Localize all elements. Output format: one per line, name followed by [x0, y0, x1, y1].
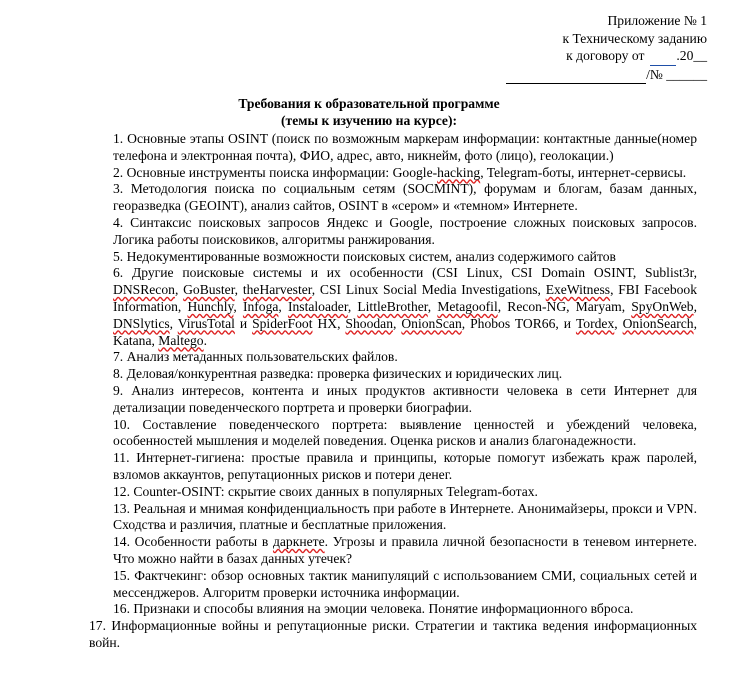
topic-text: 16. Признаки и способы влияния на эмоции человека. Понятие информационного вброса.: [113, 601, 634, 617]
spellcheck-word: hacking: [437, 164, 481, 180]
contract-date-suffix: .20__: [676, 48, 707, 64]
spellcheck-word: DNSRecon: [113, 282, 175, 298]
topic-text: 15. Фактчекинг: обзор основных тактик манипуляций с использованием СМИ, социальных сетей и мессенджеров. Алгоритм проверки источника информации.: [113, 567, 697, 600]
topic-text: 2. Основные инструменты поиска информации: Google-: [113, 164, 438, 180]
topic-text: 5. Недокументированные возможности поисковых систем, анализ содержимого сайтов: [113, 248, 616, 264]
spellcheck-word: Maltego: [158, 332, 204, 348]
spellcheck-word: Instaloader: [287, 298, 348, 314]
spellcheck-word: LittleBrother: [357, 298, 428, 314]
spellcheck-word: Infoga: [242, 298, 279, 314]
spellcheck-word: DNSlytics: [113, 315, 170, 331]
topic-item: [113, 484, 697, 501]
topic-item: [113, 601, 697, 618]
topic-item: [113, 215, 697, 249]
spellcheck-word: даркнете: [272, 534, 325, 550]
topic-item: [113, 349, 697, 366]
topic-text: 6. Другие поисковые системы и их особенности (CSI Linux, CSI Domain OSINT, Sublist3r,: [113, 265, 697, 281]
topic-item: [113, 165, 697, 182]
contract-number-line: [506, 66, 707, 85]
spellcheck-word: Metagoofil: [437, 298, 498, 314]
contract-number: /№ ______: [646, 66, 707, 82]
topic-text: и: [234, 315, 253, 331]
topic-text: , CSI Linux Social Media Investigations,: [311, 282, 546, 298]
topic-item: [113, 417, 697, 451]
contract-date-line: [506, 47, 707, 66]
spellcheck-word: OnionScan: [401, 315, 462, 331]
topic-text: ,: [278, 298, 288, 314]
spellcheck-word: Shoodan: [345, 315, 393, 331]
date-day-blank: [650, 47, 676, 66]
spellcheck-word: Hunchly: [187, 298, 234, 314]
spellcheck-word: VirusTotal: [177, 315, 235, 331]
topic-text: , Phobos TOR66, и: [461, 315, 576, 331]
topic-text: , FBI Facebook Information,: [113, 282, 698, 314]
spellcheck-word: SpyOnWeb: [631, 298, 694, 314]
topic-item: [89, 618, 697, 652]
topic-text: 8. Деловая/конкурентная разведка: проверка физических и юридических лиц.: [113, 366, 563, 382]
topic-text: 9. Анализ интересов, контента и иных продуктов активности человека в сети Интернет для детализации поведенческого портрета и проверки биографии.: [113, 382, 697, 415]
topic-text: 1. Основные этапы OSINT (поиск по возможным маркерам информации: контактные данные: [113, 131, 658, 146]
title-line-2: (темы к изучению на курсе):: [280, 112, 457, 128]
appendix-reference: к Техническому заданию: [562, 30, 707, 46]
appendix-number: Приложение № 1: [607, 13, 707, 28]
topic-text: , Recon-NG, Maryam,: [497, 298, 632, 314]
topic-text: 11. Интернет-гигиена: простые правила и принципы, которые помогут избежать краж паролей, взломов аккаунтов, репутационных рисков и потери денег.: [113, 450, 697, 482]
topic-item: [113, 534, 697, 568]
spellcheck-word: Tordex: [575, 315, 615, 331]
topic-text: 14. Особенности работы в: [113, 534, 273, 550]
topic-item: [113, 383, 697, 417]
spellcheck-word: ExeWitness: [545, 282, 611, 298]
topic-text: ,: [234, 282, 243, 298]
topic-text: ,: [693, 298, 697, 314]
topic-item: [113, 450, 697, 484]
topic-text: ,: [347, 298, 358, 314]
title-line-1: Требования к образовательной программе: [238, 96, 500, 111]
topic-text: . Угрозы и правила личной безопасности в теневом интернете. Что можно найти в базах данных утечек?: [113, 534, 698, 566]
topic-text: (номер телефона и электронная почта), ФИО, адрес, авто, никнейм, фото (лицо), геолокации.): [113, 131, 697, 163]
topic-item: [113, 501, 697, 535]
document-title: [0, 96, 738, 129]
topic-text: .: [203, 332, 208, 348]
spellcheck-word: SpiderFoot: [252, 315, 313, 331]
spellcheck-word: GoBuster: [183, 282, 235, 298]
contract-date-prefix: к договору от: [566, 48, 645, 64]
topics-list: [89, 131, 698, 652]
topic-text: HX,: [312, 315, 346, 331]
topic-text: ,: [427, 298, 438, 314]
topic-item: [113, 249, 697, 266]
contract-blank: [506, 66, 646, 85]
topic-text: 4. Синтаксис поисковых запросов Яндекс и Google, построение сложных поисковых запросов. Логика работы поисковиков, алгоритмы ранжирования.: [113, 214, 697, 247]
topic-text: ,: [393, 315, 402, 331]
topic-text: , Telegram-боты, интернет-сервисы.: [480, 164, 687, 180]
topic-text: 12. Counter-OSINT: скрытие своих данных в популярных Telegram-ботах.: [113, 483, 538, 499]
spellcheck-word: OnionSearch: [622, 315, 694, 331]
topic-text: 13. Реальная и мнимая конфиденциальность при работе в Интернете. Анонимайзеры, прокси и VPN. Сходства и различия, платные и бесплатные приложения.: [113, 500, 697, 533]
topic-text: ,: [169, 315, 178, 331]
topic-text: 3. Методология поиска по социальным сетям (SOCMINT), форумам и блогам, базам данных, георазведка (GEOINT), анализ сайтов, OSINT в «сером» и «темном» Интернете.: [113, 181, 697, 214]
topic-item: [113, 366, 697, 383]
topic-text: 7. Анализ метаданных пользовательских файлов.: [113, 349, 398, 365]
topic-text: ,: [174, 282, 184, 298]
topic-item: [113, 181, 697, 215]
topic-item: [113, 265, 697, 349]
topic-text: ,: [233, 298, 243, 314]
topic-text: 10. Составление поведенческого портрета: выявление ценностей и убеждений человека, особенностей мышления и моделей поведения. Оценка рисков и анализ благонадежности.: [113, 416, 697, 449]
topic-text: , Katana,: [113, 315, 697, 348]
topic-text: 17. Информационные войны и репутационные риски. Стратегии и тактика ведения информационных войн.: [89, 618, 697, 650]
topic-item: [113, 568, 697, 602]
topic-item: [113, 131, 697, 165]
appendix-header: [506, 12, 707, 84]
spellcheck-word: theHarvester: [242, 282, 312, 298]
topic-text: ,: [614, 315, 623, 331]
